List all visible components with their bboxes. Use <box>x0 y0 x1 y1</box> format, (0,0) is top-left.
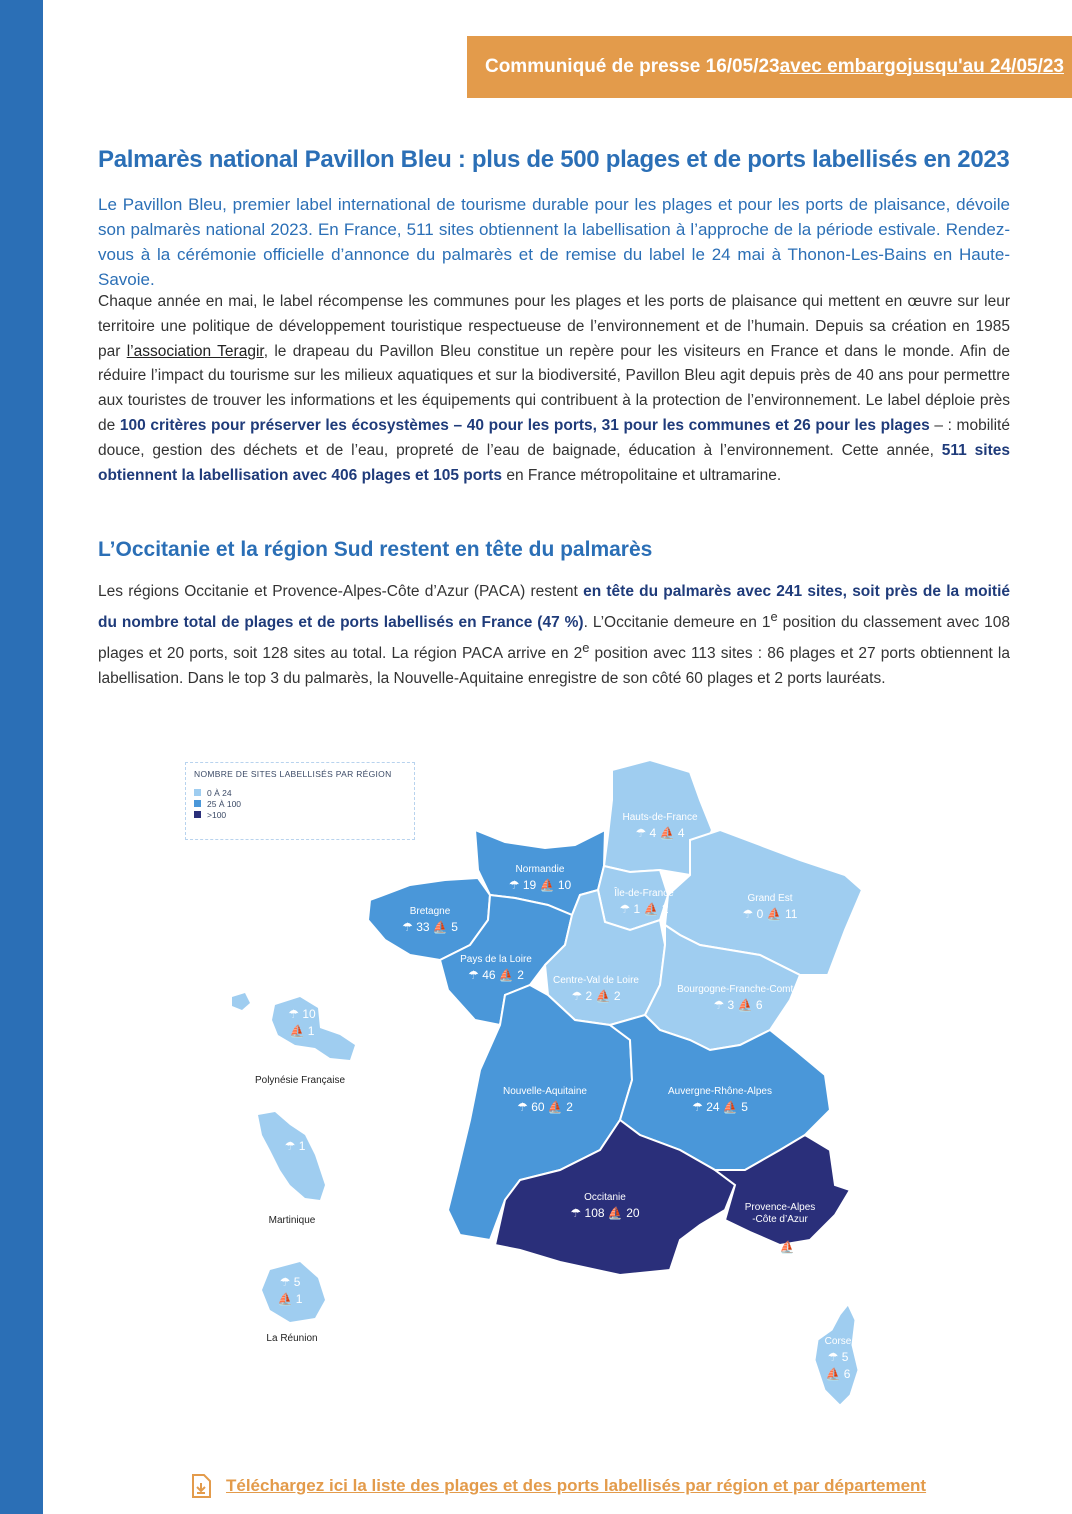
legend-swatch <box>194 789 201 796</box>
region-name: Occitanie <box>584 1192 626 1203</box>
overseas-beaches <box>270 1275 310 1289</box>
beach-count: 86 <box>762 1240 777 1254</box>
lead-paragraph: Le Pavillon Bleu, premier label international de tourisme durable pour les plages et pour les ports de plaisance, dévoile son palmarès national 2023. En France, 511 sites obtiennent la labellisation à l’approche de la période estivale. Rendez-vous à la cérémonie officielle d’annonce du palmarès et de remise du label le 24 mai à Thonon-Les-Bains en Haute-Savoie. <box>98 195 1010 289</box>
legend-item <box>194 809 406 820</box>
region-label-paca <box>730 1190 830 1265</box>
body-paragraph-2 <box>98 580 1010 692</box>
region-counts <box>660 1100 780 1114</box>
port-icon: ⛵ <box>595 989 611 1003</box>
port-count: 1 <box>307 1024 315 1038</box>
port-count: 2 <box>661 902 669 916</box>
region-counts <box>730 1241 830 1253</box>
para1-text-1: Chaque année en mai, le label récompense les communes pour les plages et les ports de plaisance qui mettent en œuvre sur leur territoire une politique de développement touristique respectueuse de l’environnement et de l’humain. Depuis sa création en 1985 par <box>98 293 1010 360</box>
section-title: L’Occitanie et la région Sud restent en tête du palmarès <box>98 538 653 561</box>
overseas-counts-la-reunion <box>270 1272 310 1306</box>
port-count: 5 <box>451 920 458 934</box>
overseas-ports <box>282 1024 322 1038</box>
island-polynesie-small <box>232 993 250 1010</box>
beach-icon: ☂ <box>748 1240 760 1254</box>
region-name: Hauts-de-France <box>622 812 698 823</box>
region-label-pays-de-la-loire <box>446 954 546 982</box>
region-label-grand-est <box>720 893 820 921</box>
port-icon: ⛵ <box>825 1367 841 1381</box>
map-legend <box>185 762 415 840</box>
region-name: Provence-Alpes -Côte d’Azur <box>744 1202 816 1225</box>
beach-count: 19 <box>522 878 537 892</box>
overseas-ports <box>270 1292 310 1306</box>
banner-date: Communiqué de presse 16/05/23 <box>484 56 780 77</box>
beach-icon: ☂ <box>570 1206 582 1220</box>
legend-title: NOMBRE DE SITES LABELLISÉS PAR RÉGION <box>194 769 392 779</box>
region-name: Normandie <box>515 864 565 875</box>
region-name: Bourgogne-Franche-Comté <box>677 984 799 995</box>
beach-icon: ☂ <box>692 1100 703 1114</box>
port-icon: ⛵ <box>643 902 659 916</box>
beach-count: 24 <box>706 1100 720 1114</box>
para2-text-2: . L’Occitanie demeure en 1 <box>583 613 771 631</box>
port-icon: ⛵ <box>498 968 514 982</box>
overseas-counts-martinique <box>275 1136 315 1153</box>
beach-count: 10 <box>302 1007 316 1021</box>
region-name: Pays de la Loire <box>460 954 532 965</box>
port-icon: ⛵ <box>539 878 555 892</box>
port-icon: ⛵ <box>659 826 675 840</box>
region-label-bourgogne-franche-comte <box>668 984 808 1012</box>
beach-count: 2 <box>585 989 593 1003</box>
para2-text-1: Les régions Occitanie et Provence-Alpes-Côte d’Azur (PACA) restent <box>98 583 584 600</box>
port-count: 2 <box>517 968 524 982</box>
port-count: 1 <box>295 1292 303 1306</box>
region-name: Auvergne-Rhône-Alpes <box>668 1086 772 1097</box>
region-counts <box>555 1206 655 1220</box>
port-icon: ⛵ <box>722 1100 738 1114</box>
legend-label: 0 À 24 <box>207 787 232 798</box>
port-icon: ⛵ <box>547 1100 563 1114</box>
left-accent-bar <box>0 0 43 1514</box>
region-counts <box>810 1350 866 1364</box>
beach-icon: ☂ <box>508 878 520 892</box>
beach-icon: ☂ <box>284 1139 296 1153</box>
para2-text-4: position avec 113 sites : 86 plages et 27 ports obtiennent la labellisation. Dans le top 3 du palmarès, la Nouvelle-Aquitaine enregistre de son côté 60 plages et 2 ports lauréats. <box>98 644 1010 687</box>
para1-text-2: , le drapeau du Pavillon Bleu constitue un repère pour les visiteurs en France et dans le monde. Afin de réduire l’impact du tourisme sur les milieux aquatiques et sur la biodiversité, Pavillon Bleu agit depuis près de 40 ans pour permettre aux touristes de trouver les informations et les équipements qui contribuent à la protection de l’environnement. Le label déploie près de <box>98 342 1010 434</box>
para2-text-3: position du classement avec 108 plages et 20 ports, soit 128 sites au total. La région PACA arrive en 2 <box>98 613 1011 662</box>
beach-icon: ☂ <box>571 989 583 1003</box>
region-counts-ports <box>810 1367 866 1381</box>
overseas-beaches <box>275 1139 315 1153</box>
download-file-icon <box>190 1474 212 1498</box>
beach-count: 5 <box>293 1275 301 1289</box>
region-label-occitanie <box>555 1192 655 1220</box>
region-name: Corse <box>824 1336 852 1347</box>
beach-count: 4 <box>649 826 657 840</box>
region-name: Grand Est <box>747 893 793 904</box>
region-name: Bretagne <box>409 906 451 917</box>
beach-icon: ☂ <box>742 907 754 921</box>
beach-count: 33 <box>416 920 430 934</box>
beach-count: 60 <box>531 1100 545 1114</box>
overseas-name-martinique: Martinique <box>268 1215 316 1226</box>
para1-text-3: – : mobilité douce, gestion des déchets et de l’eau, propreté de l’eau de baignade, éducation à l’environnement. Cette année, <box>98 416 1010 459</box>
beach-icon: ☂ <box>827 1350 839 1364</box>
para2-bold-1: en tête du palmarès avec 241 sites, soit près de la moitié du nombre total de plages et de ports labellisés en France (47 %) <box>98 583 1010 631</box>
beach-count: 108 <box>584 1206 605 1220</box>
port-count: 5 <box>741 1100 748 1114</box>
beach-icon: ☂ <box>288 1007 300 1021</box>
beach-icon: ☂ <box>402 920 413 934</box>
port-icon: ⛵ <box>607 1206 623 1220</box>
port-count: 6 <box>755 998 763 1012</box>
press-release-banner <box>467 36 1072 98</box>
para1-bold-1: 100 critères pour préserver les écosystèmes – 40 pour les ports, 31 pour les communes et 26 pour les plages <box>119 416 930 434</box>
beach-count: 5 <box>841 1350 849 1364</box>
beach-icon: ☂ <box>468 968 479 982</box>
page-title: Palmarès national Pavillon Bleu : plus de 500 plages et de ports labellisés en 2023 <box>98 146 1010 173</box>
banner-embargo: avec embargo <box>779 56 908 77</box>
region-counts <box>490 878 590 892</box>
para1-bold-2: 511 sites obtiennent la labellisation avec 406 plages et 105 ports <box>98 441 1010 484</box>
port-count: 6 <box>843 1367 851 1381</box>
port-count: 4 <box>677 826 685 840</box>
region-label-auvergne-rhone-alpes <box>660 1086 780 1114</box>
island-martinique <box>258 1112 325 1200</box>
port-icon: ⛵ <box>737 998 753 1012</box>
beach-count: 46 <box>482 968 496 982</box>
region-name: Île-de-France <box>614 888 674 899</box>
beach-icon: ☂ <box>619 902 631 916</box>
port-icon: ⛵ <box>277 1292 293 1306</box>
legend-swatch <box>194 811 201 818</box>
overseas-name-la-reunion: La Réunion <box>266 1333 318 1344</box>
region-label-normandie <box>490 864 590 892</box>
port-count: 20 <box>626 1206 640 1220</box>
beach-icon: ☂ <box>279 1275 291 1289</box>
port-icon: ⛵ <box>289 1024 305 1038</box>
beach-count: 0 <box>756 907 764 921</box>
region-counts <box>720 907 820 921</box>
region-counts <box>668 998 808 1012</box>
legend-swatch <box>194 800 201 807</box>
region-counts <box>594 902 694 916</box>
region-label-nouvelle-aquitaine <box>490 1086 600 1114</box>
para2-sup-1: e <box>770 608 778 624</box>
region-label-corse <box>810 1336 866 1381</box>
region-counts <box>546 989 646 1003</box>
port-icon: ⛵ <box>766 907 782 921</box>
beach-count: 1 <box>298 1139 306 1153</box>
region-label-centre-val-de-loire <box>546 975 646 1003</box>
legend-label: >100 <box>207 809 227 820</box>
para2-sup-2: e <box>582 639 590 655</box>
region-label-bretagne <box>380 906 480 934</box>
region-counts <box>446 968 546 982</box>
overseas-beaches <box>282 1007 322 1021</box>
beach-icon: ☂ <box>713 998 725 1012</box>
body-paragraph-1 <box>98 290 1010 488</box>
region-name: Centre-Val de Loire <box>553 975 639 986</box>
beach-icon: ☂ <box>635 826 647 840</box>
port-count: 2 <box>566 1100 573 1114</box>
teragir-link[interactable]: l’association Teragir <box>126 342 264 360</box>
port-count: 10 <box>557 878 572 892</box>
port-icon: ⛵ <box>779 1240 795 1254</box>
port-count: 11 <box>784 907 798 921</box>
overseas-name-polynesie: Polynésie Française <box>254 1075 346 1086</box>
beach-count: 3 <box>727 998 735 1012</box>
region-label-ile-de-france <box>594 888 694 916</box>
para1-text-4: en France métropolitaine et ultramarine. <box>502 466 782 484</box>
region-counts <box>380 920 480 934</box>
legend-label: 25 À 100 <box>207 798 242 809</box>
port-count: 2 <box>613 989 621 1003</box>
download-list-link[interactable] <box>190 1474 926 1498</box>
beach-count: 1 <box>633 902 641 916</box>
region-name: Nouvelle-Aquitaine <box>503 1086 587 1097</box>
beach-icon: ☂ <box>517 1100 528 1114</box>
banner-embargo-date: jusqu'au 24/05/23 <box>907 56 1064 77</box>
legend-item <box>194 798 406 809</box>
region-label-hauts-de-france <box>610 812 710 840</box>
region-counts <box>490 1100 600 1114</box>
download-link-text: Téléchargez ici la liste des plages et des ports labellisés par région et par département <box>226 1476 927 1495</box>
region-counts <box>610 826 710 840</box>
port-count: 27 <box>797 1240 812 1254</box>
legend-item <box>194 787 406 798</box>
overseas-counts-polynesie <box>282 1004 322 1038</box>
port-icon: ⛵ <box>432 920 448 934</box>
